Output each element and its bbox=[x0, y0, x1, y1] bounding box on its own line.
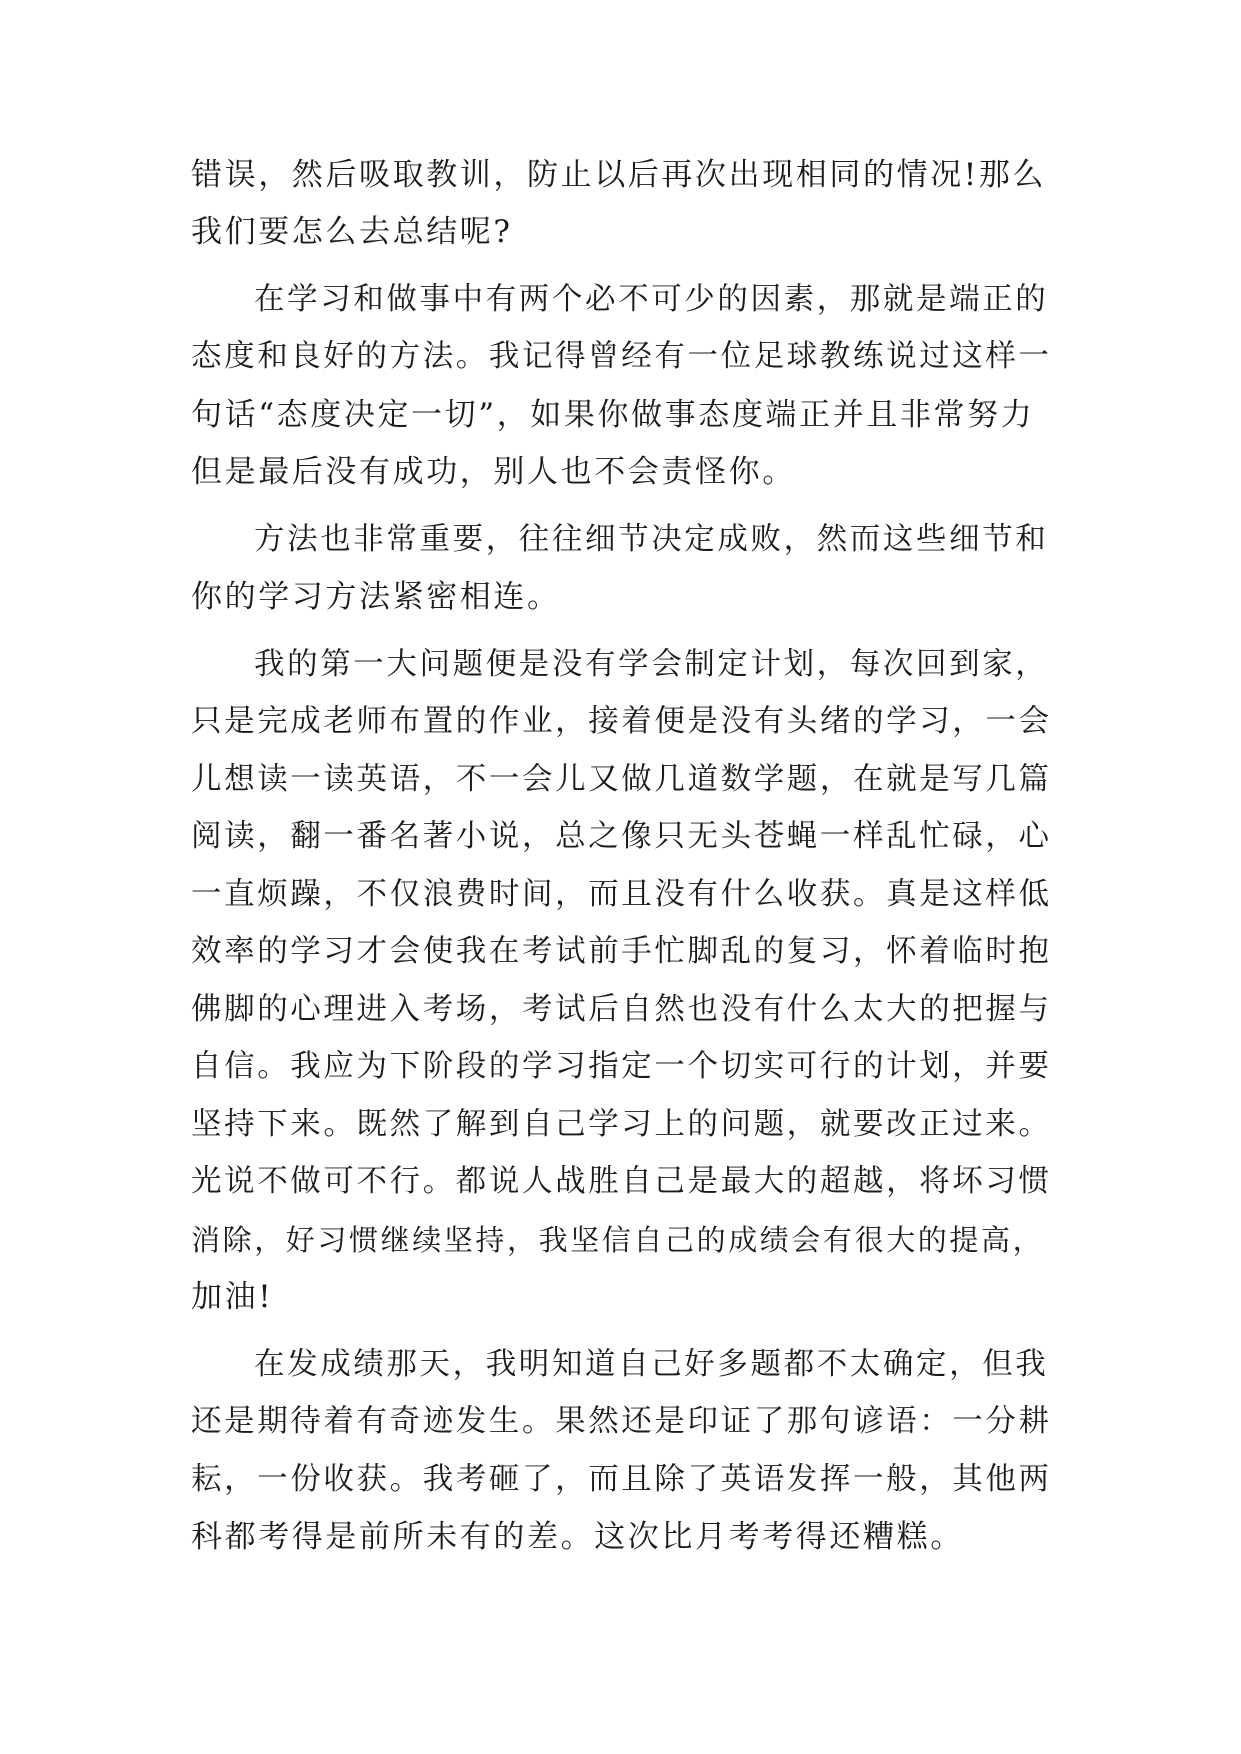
text-line: 儿想读一读英语，不一会儿又做几道数学题，在就是写几篇 bbox=[191, 762, 1052, 797]
text-line: 我们要怎么去总结呢? bbox=[191, 214, 513, 250]
paragraph-first-line: 方法也非常重要，往往细节决定成败，然而这些细节和 bbox=[254, 522, 1049, 557]
text-line: 加油! bbox=[191, 1279, 274, 1315]
paragraph-first-line: 在发成绩那天，我明知道自己好多题都不太确定，但我 bbox=[254, 1347, 1049, 1382]
text-line: 光说不做可不行。都说人战胜自己是最大的超越，将坏习惯 bbox=[191, 1164, 1052, 1199]
text-line: 你的学习方法紧密相连。 bbox=[191, 579, 561, 615]
text-line: 只是完成老师布置的作业，接着便是没有头绪的学习，一会 bbox=[191, 704, 1052, 739]
text-line: 消除，好习惯继续坚持，我坚信自己的成绩会有很大的提高， bbox=[191, 1223, 1045, 1257]
paragraph-first-line: 我的第一大问题便是没有学会制定计划，每次回到家， bbox=[254, 647, 1049, 682]
text-line: 但是最后没有成功，别人也不会责怪你。 bbox=[191, 454, 796, 490]
text-line: 错误，然后吸取教训，防止以后再次出现相同的情况!那么 bbox=[191, 157, 1047, 193]
text-line: 耘，一份收获。我考砸了，而且除了英语发挥一般，其他两 bbox=[191, 1462, 1052, 1497]
text-line: 还是期待着有奇迹发生。果然还是印证了那句谚语：一分耕 bbox=[191, 1404, 1052, 1439]
text-line: 阅读，翻一番名著小说，总之像只无头苍蝇一样乱忙碌，心 bbox=[191, 819, 1052, 854]
text-line: 一直烦躁，不仅浪费时间，而且没有什么收获。真是这样低 bbox=[191, 877, 1052, 912]
text-line: 句话“态度决定一切”，如果你做事态度端正并且非常努力 bbox=[191, 397, 1035, 433]
paragraph-first-line: 在学习和做事中有两个必不可少的因素，那就是端正的 bbox=[254, 282, 1049, 317]
text-line: 效率的学习才会使我在考试前手忙脚乱的复习，怀着临时抱 bbox=[191, 934, 1052, 969]
text-line: 坚持下来。既然了解到自己学习上的问题，就要改正过来。 bbox=[191, 1107, 1052, 1142]
text-line: 佛脚的心理进入考场，考试后自然也没有什么太大的把握与 bbox=[191, 992, 1052, 1027]
text-line: 态度和良好的方法。我记得曾经有一位足球教练说过这样一 bbox=[191, 339, 1052, 374]
text-line: 自信。我应为下阶段的学习指定一个切实可行的计划，并要 bbox=[191, 1049, 1052, 1084]
text-line: 科都考得是前所未有的差。这次比月考考得还糟糕。 bbox=[191, 1519, 964, 1555]
